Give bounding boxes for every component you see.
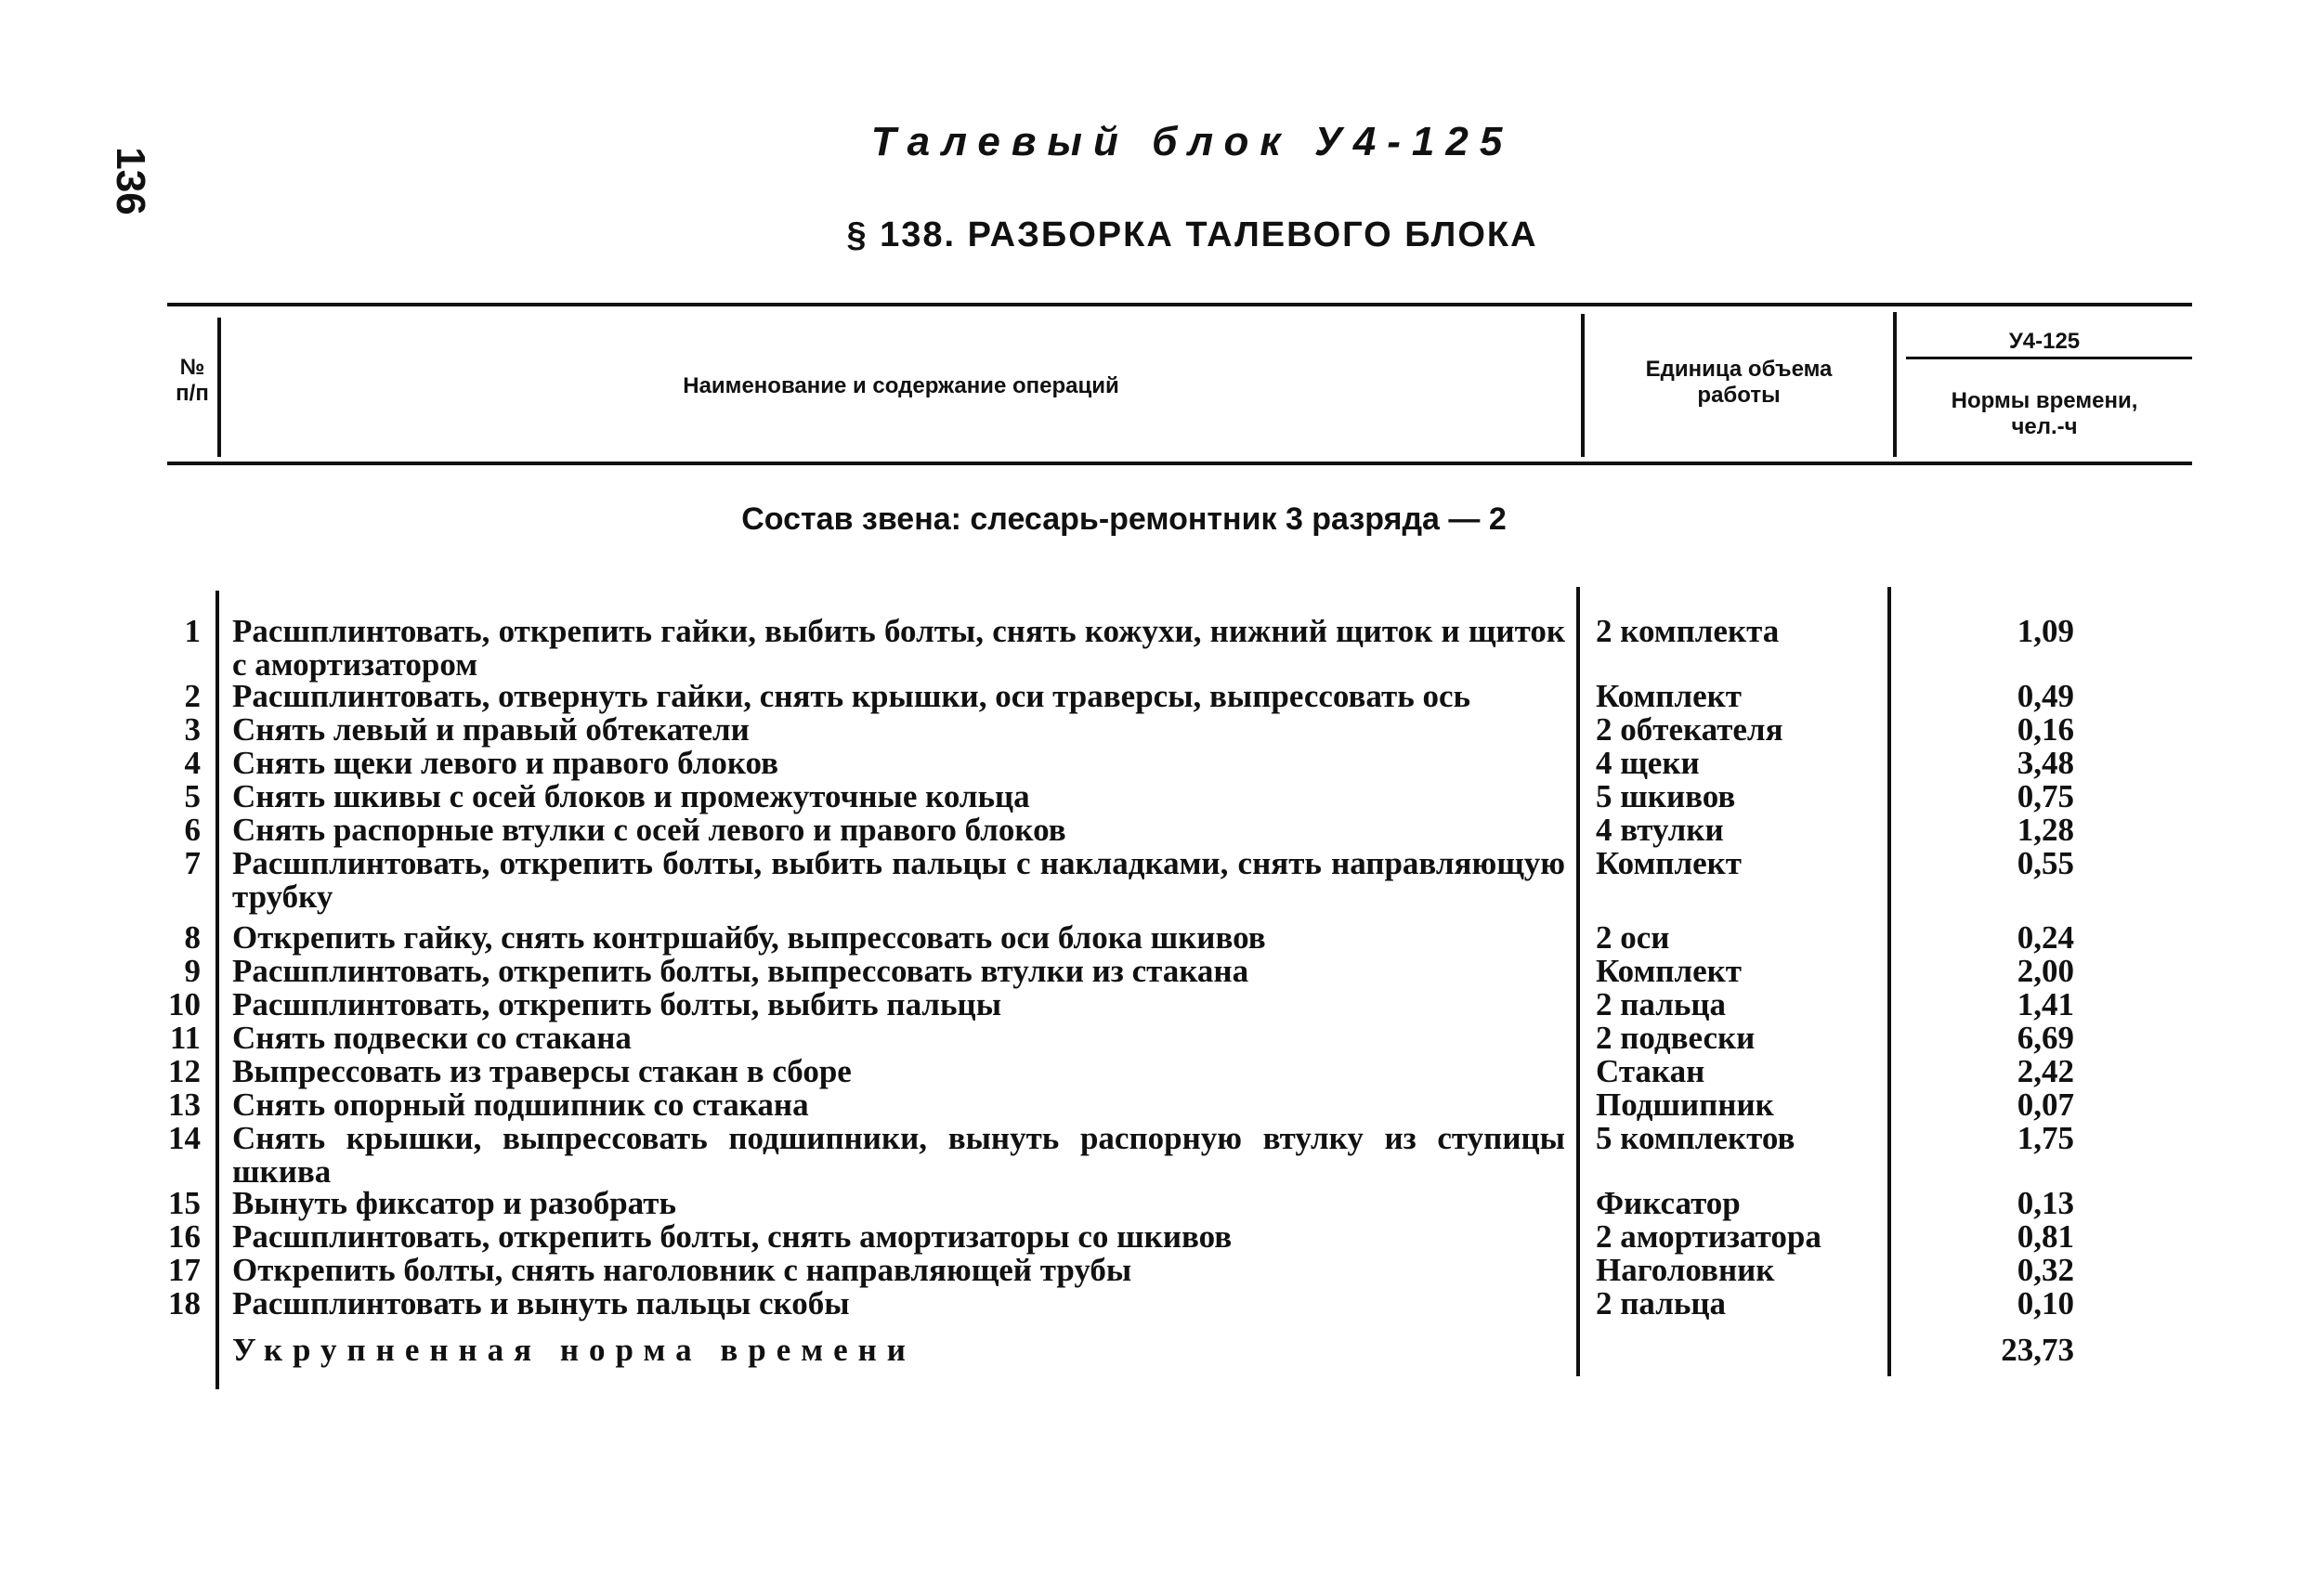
row-operation: Снять левый и правый обтекатели	[232, 711, 750, 748]
row-unit: 2 оси	[1596, 919, 1670, 956]
row-number: 17	[168, 1252, 201, 1288]
row-norm: 2,42	[2017, 1053, 2074, 1089]
row-norm: 6,69	[2017, 1020, 2074, 1056]
row-unit: 2 обтекателя	[1596, 711, 1783, 748]
row-norm: 1,09	[2017, 613, 2074, 649]
row-number: 6	[184, 812, 201, 848]
row-unit: 2 пальца	[1596, 986, 1727, 1022]
body-divider-2	[1576, 587, 1580, 1376]
row-unit: 4 щеки	[1596, 745, 1700, 781]
header-norm	[1897, 388, 2192, 440]
header-unit-line2: работы	[1697, 383, 1781, 408]
row-operation: Открепить гайку, снять контршайбу, выпрессовать оси блока шкивов	[232, 919, 1266, 956]
total-value: 23,73	[2001, 1332, 2074, 1368]
row-norm: 0,75	[2017, 778, 2074, 814]
header-num-line2: п/п	[176, 381, 209, 406]
row-operation: Вынуть фиксатор и разобрать	[232, 1185, 676, 1221]
row-norm: 1,41	[2017, 986, 2074, 1022]
row-unit: Комплект	[1596, 953, 1743, 989]
row-operation: Расшплинтовать, открепить гайки, выбить болты, снять кожухи, нижний щиток и щиток с амортизатором	[232, 613, 1565, 683]
row-operation: Расшплинтовать, открепить болты, выбить пальцы с накладками, снять направляющую трубку	[232, 845, 1565, 915]
header-model: У4-125	[2008, 329, 2081, 354]
body-divider-3	[1887, 587, 1891, 1376]
row-number: 7	[184, 845, 201, 881]
row-norm: 1,28	[2017, 812, 2074, 848]
row-number: 9	[184, 953, 201, 989]
row-unit: 2 пальца	[1596, 1285, 1727, 1321]
row-norm: 2,00	[2017, 953, 2074, 989]
row-operation: Открепить болты, снять наголовник с направляющей трубы	[232, 1252, 1132, 1288]
section-title: § 138. РАЗБОРКА ТАЛЕВОГО БЛОКА	[846, 215, 1538, 254]
row-unit: Наголовник	[1596, 1252, 1775, 1288]
header-top-rule	[167, 303, 2192, 306]
row-operation: Снять шкивы с осей блоков и промежуточные кольца	[232, 778, 1030, 814]
row-unit: Фиксатор	[1596, 1185, 1741, 1221]
row-norm: 0,07	[2017, 1087, 2074, 1123]
body-divider-1	[215, 591, 219, 1389]
row-number: 16	[168, 1218, 201, 1255]
row-number: 11	[169, 1020, 201, 1056]
row-unit: 2 комплекта	[1596, 613, 1780, 649]
row-unit: Комплект	[1596, 678, 1743, 714]
crew-composition: Состав звена: слесарь-ремонтник 3 разряда — 2	[741, 501, 1507, 537]
row-number: 10	[168, 986, 201, 1022]
row-unit: Комплект	[1596, 845, 1743, 881]
row-operation: Расшплинтовать, открепить болты, выпрессовать втулки из стакана	[232, 953, 1249, 989]
row-norm: 3,48	[2017, 745, 2074, 781]
header-name: Наименование и содержание операций	[683, 373, 1119, 398]
header-num	[167, 355, 217, 407]
header-bottom-rule	[167, 462, 2192, 465]
page-title: Талевый блок У4-125	[870, 119, 1514, 164]
row-operation: Расшплинтовать и вынуть пальцы скобы	[232, 1285, 850, 1321]
row-norm: 1,75	[2017, 1120, 2074, 1156]
row-norm: 0,32	[2017, 1252, 2074, 1288]
header-norm-line1: Нормы времени,	[1951, 388, 2138, 413]
row-number: 8	[184, 919, 201, 956]
row-number: 4	[184, 745, 201, 781]
header-norm-line2: чел.-ч	[2011, 414, 2078, 439]
row-number: 18	[168, 1285, 201, 1321]
row-norm: 0,10	[2017, 1285, 2074, 1321]
row-unit: 2 амортизатора	[1596, 1218, 1821, 1255]
row-number: 3	[184, 711, 201, 748]
header-unit-line1: Единица объема	[1645, 357, 1833, 382]
row-number: 5	[184, 778, 201, 814]
row-unit: 5 шкивов	[1596, 778, 1736, 814]
row-norm: 0,49	[2017, 678, 2074, 714]
row-number: 12	[168, 1053, 201, 1089]
row-operation: Снять подвески со стакана	[232, 1020, 632, 1056]
row-norm: 0,13	[2017, 1185, 2074, 1221]
row-unit: 2 подвески	[1596, 1020, 1756, 1056]
row-operation: Снять крышки, выпрессовать подшипники, вынуть распорную втулку из ступицы шкива	[232, 1120, 1565, 1190]
row-number: 13	[168, 1087, 201, 1123]
row-norm: 0,16	[2017, 711, 2074, 748]
row-operation: Снять опорный подшипник со стакана	[232, 1087, 809, 1123]
row-unit: 5 комплектов	[1596, 1120, 1795, 1156]
total-label: Укрупненная норма времени	[232, 1332, 916, 1368]
row-norm: 0,24	[2017, 919, 2074, 956]
row-number: 14	[168, 1120, 201, 1156]
row-operation: Снять щеки левого и правого блоков	[232, 745, 779, 781]
header-unit	[1585, 357, 1893, 409]
row-number: 2	[184, 678, 201, 714]
row-unit: Стакан	[1596, 1053, 1705, 1089]
row-norm: 0,55	[2017, 845, 2074, 881]
row-number: 15	[168, 1185, 201, 1221]
row-unit: Подшипник	[1596, 1087, 1774, 1123]
row-operation: Выпрессовать из траверсы стакан в сборе	[232, 1053, 852, 1089]
page-number: 136	[108, 147, 153, 215]
row-operation: Расшплинтовать, открепить болты, снять амортизаторы со шкивов	[232, 1218, 1233, 1255]
row-operation: Расшплинтовать, отвернуть гайки, снять крышки, оси траверсы, выпрессовать ось	[232, 678, 1471, 714]
model-divider-rule	[1906, 357, 2192, 359]
row-unit: 4 втулки	[1596, 812, 1724, 848]
row-operation: Расшплинтовать, открепить болты, выбить пальцы	[232, 986, 1002, 1022]
header-num-line1: №	[179, 355, 205, 380]
row-operation: Снять распорные втулки с осей левого и правого блоков	[232, 812, 1066, 848]
row-number: 1	[184, 613, 201, 649]
row-norm: 0,81	[2017, 1218, 2074, 1255]
